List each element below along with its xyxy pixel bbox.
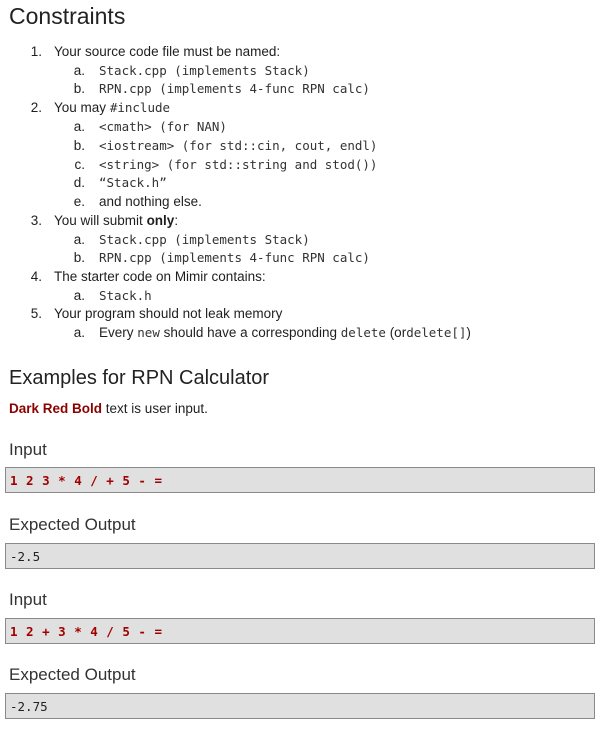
list-number: 5. xyxy=(30,306,42,321)
example-input-value: 1 2 3 * 4 / + 5 - = xyxy=(10,472,163,488)
emphasis-text: only xyxy=(146,213,175,228)
list-number: 1. xyxy=(30,44,42,59)
example-label: Expected Output xyxy=(9,515,136,534)
example-input-value: 1 2 + 3 * 4 / 5 - = xyxy=(10,623,163,639)
sub-item-code: “Stack.h” xyxy=(99,175,167,190)
example-output-box xyxy=(5,693,595,719)
sub-item-code: RPN.cpp (implements 4-func RPN calc) xyxy=(99,81,370,96)
list-item-text-part: You may xyxy=(54,100,107,115)
sub-letter: e. xyxy=(73,194,85,209)
sub-letter: b. xyxy=(73,81,85,96)
list-item-text: Your source code file must be named: xyxy=(54,44,281,59)
example-label: Input xyxy=(9,440,47,459)
sub-letter: a. xyxy=(73,325,85,340)
examples-heading: Examples for RPN Calculator xyxy=(9,367,270,389)
list-item-text: The starter code on Mimir contains: xyxy=(54,269,266,284)
sub-item-code: <iostream> (for std::cin, cout, endl) xyxy=(99,138,378,153)
text-part: ) xyxy=(466,325,471,340)
list-item-text xyxy=(54,212,178,230)
sub-item-code: RPN.cpp (implements 4-func RPN calc) xyxy=(99,250,370,265)
sub-item-code: Stack.cpp (implements Stack) xyxy=(99,63,310,78)
inline-code: #include xyxy=(109,100,171,115)
list-number: 3. xyxy=(30,213,42,228)
list-item-suffix: : xyxy=(174,213,179,228)
text-part: should have a corresponding xyxy=(163,325,337,340)
inline-code: delete xyxy=(340,325,386,340)
input-note xyxy=(9,400,208,418)
sub-item-text xyxy=(99,324,471,342)
list-number: 4. xyxy=(30,269,42,284)
sub-item-code: <cmath> (for NAN) xyxy=(99,119,227,134)
constraints-heading: Constraints xyxy=(9,3,126,29)
sub-letter: c. xyxy=(74,157,85,172)
note-text: text is user input. xyxy=(105,401,208,416)
sub-letter: a. xyxy=(73,119,85,134)
example-input-box xyxy=(5,618,595,644)
list-item-text: Your program should not leak memory xyxy=(54,306,283,321)
sub-item-code: <string> (for std::string and stod()) xyxy=(99,157,378,172)
sub-item-code: Stack.h xyxy=(99,288,152,303)
sub-letter: d. xyxy=(73,175,85,190)
example-input-box xyxy=(5,467,595,493)
sub-letter: a. xyxy=(73,63,85,78)
sub-letter: b. xyxy=(73,138,85,153)
list-item-text xyxy=(54,99,170,117)
example-output-value: -2.5 xyxy=(10,548,41,564)
text-part: Every xyxy=(99,325,134,340)
example-label: Input xyxy=(9,590,47,609)
note-highlight: Dark Red Bold xyxy=(9,401,103,416)
example-output-value: -2.75 xyxy=(10,698,48,714)
sub-item-code: Stack.cpp (implements Stack) xyxy=(99,232,310,247)
text-part: (or xyxy=(389,325,407,340)
inline-code: delete[] xyxy=(406,325,467,340)
list-number: 2. xyxy=(30,100,42,115)
sub-item-text: and nothing else. xyxy=(99,194,202,209)
example-output-box xyxy=(5,543,595,569)
sub-letter: a. xyxy=(73,288,85,303)
example-label: Expected Output xyxy=(9,665,136,684)
sub-letter: b. xyxy=(73,250,85,265)
inline-code: new xyxy=(137,325,160,340)
list-item-text-part: You will submit xyxy=(54,213,143,228)
sub-letter: a. xyxy=(73,232,85,247)
